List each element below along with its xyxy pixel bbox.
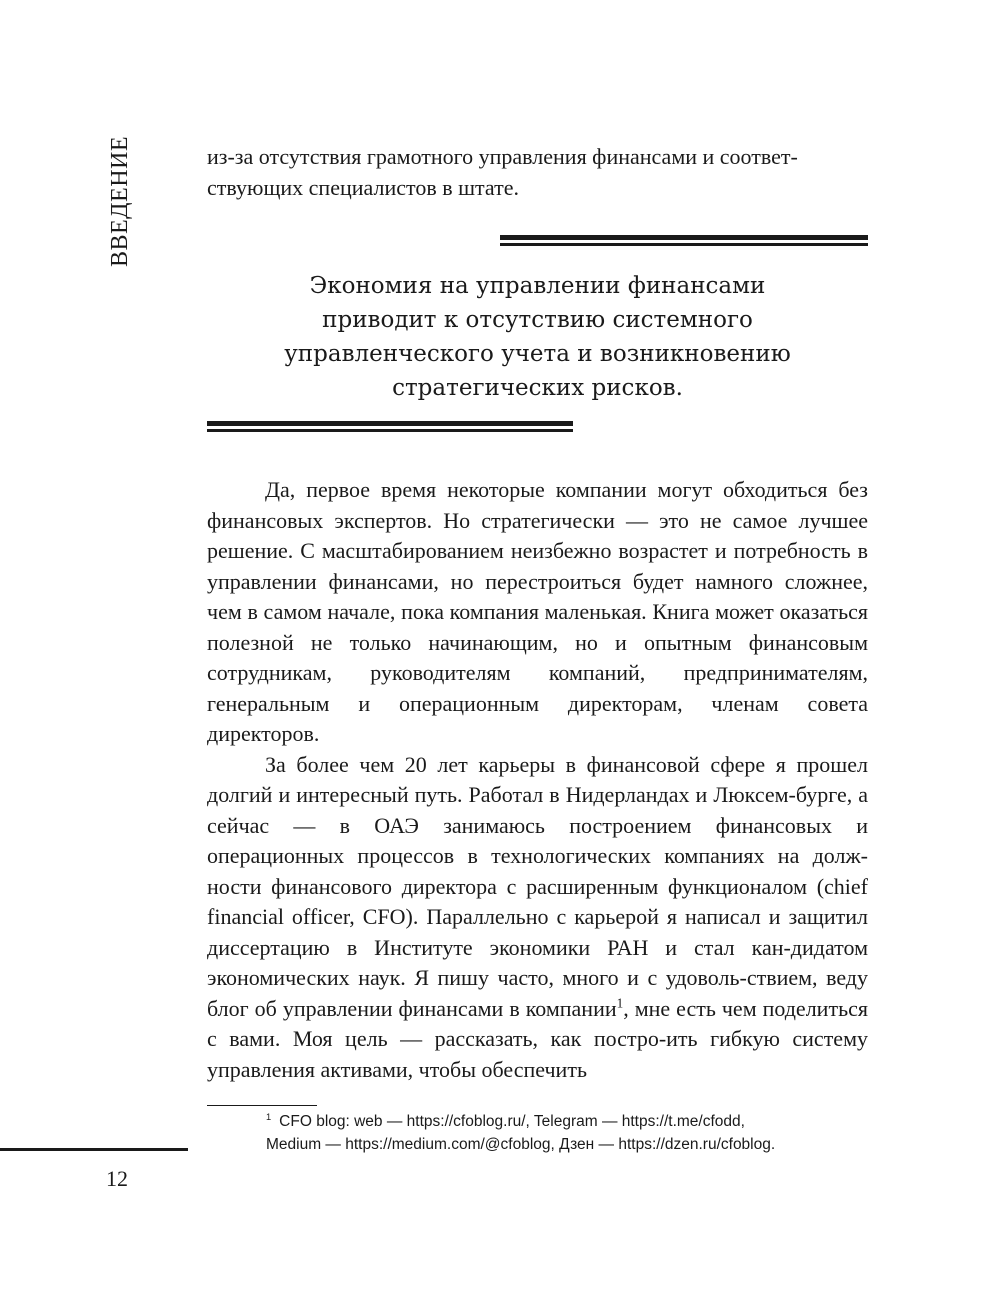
pullquote-line: управленческого учета и возникновению <box>284 341 791 367</box>
body-paragraph-text: , мне есть чем поделиться с вами. Моя цель — рассказать, как постро-ить гибкую систему управления активами, чтобы обеспечить <box>207 995 868 1082</box>
footnote-reference[interactable]: 1 <box>616 995 624 1011</box>
pullquote-line: приводит к отсутствию системного <box>322 307 753 333</box>
pullquote-line: Экономия на управлении финансами <box>309 273 766 299</box>
pullquote <box>230 269 845 405</box>
footnote-line: Medium — https://medium.com/@cfoblog, Дзен — https://dzen.ru/cfoblog. <box>266 1136 776 1153</box>
body-text <box>207 475 868 1085</box>
body-paragraph-text: За более чем 20 лет карьеры в финансовой сфере я прошел долгий и интересный путь. Работал в Нидерландах и Люксем-бурге, а сейчас — в ОАЭ занимаюсь построением финансовых и операционных процессов в технологических компаниях на долж-ности финансового директора с расширенным функционалом (chief financial officer, CFO). Параллельно с карьерой я написал и защитил диссертацию в Институте экономики РАН и стал кан-дидатом экономических наук. Я пишу часто, много и с удоволь-ствием, веду блог об управлении финансами в компании <box>207 751 868 1021</box>
intro-paragraph: из-за отсутствия грамотного управления финансами и соответ-ствующих специалистов в штате. <box>207 144 798 200</box>
footnote <box>266 1110 886 1156</box>
section-label: ВВЕДЕНИЕ <box>107 135 133 267</box>
footnote-separator <box>207 1105 317 1106</box>
pullquote-line: стратегических рисков. <box>392 375 683 401</box>
page-number-rule <box>0 1148 188 1151</box>
pullquote-bottom-rule <box>207 421 573 432</box>
running-header <box>100 135 140 267</box>
body-paragraph <box>207 750 868 1086</box>
footnote-text: CFO blog: web — https://cfoblog.ru/, Telegram — https://t.me/cfodd, <box>279 1113 745 1130</box>
footnote-marker: 1 <box>266 1111 272 1122</box>
pullquote-top-rule <box>500 235 868 246</box>
body-paragraph: Да, первое время некоторые компании могут обходиться без финансовых экспертов. Но стратегически — это не самое лучшее решение. С масштабированием неизбежно возрастет и потребность в управлении финансами, но перестроиться будет намного сложнее, чем в самом начале, пока компания маленькая. Книга может оказаться полезной не только начинающим, но и опытным финансовым сотрудникам, руководителям компаний, предпринимателям, генеральным и операционным директорам, членам совета директоров. <box>207 477 868 746</box>
footnote-line <box>266 1110 886 1133</box>
page-number: 12 <box>106 1166 128 1191</box>
